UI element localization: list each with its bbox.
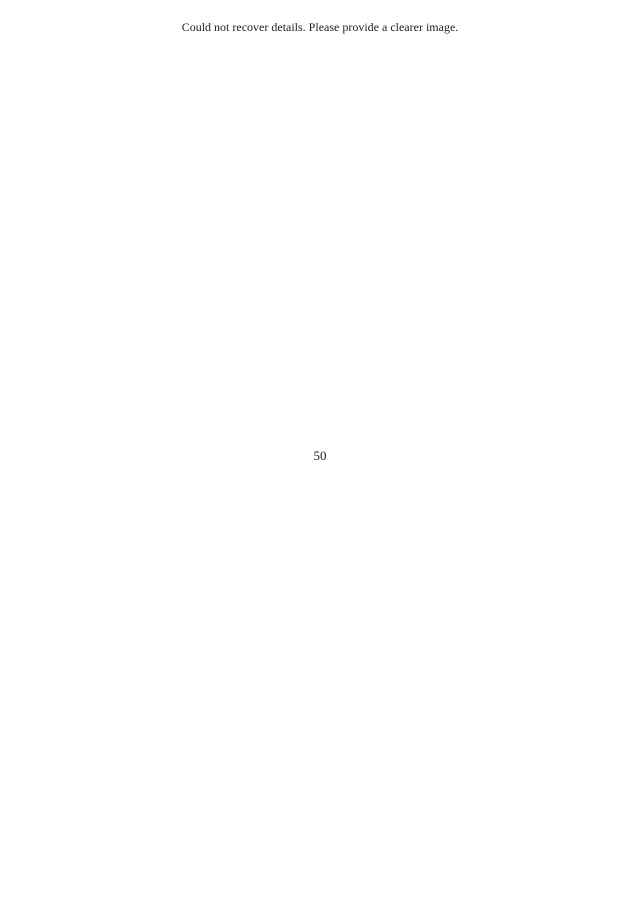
page-number: 50 [313, 448, 327, 463]
notice-message: Could not recover details. Please provide a clearer image. [181, 20, 459, 34]
